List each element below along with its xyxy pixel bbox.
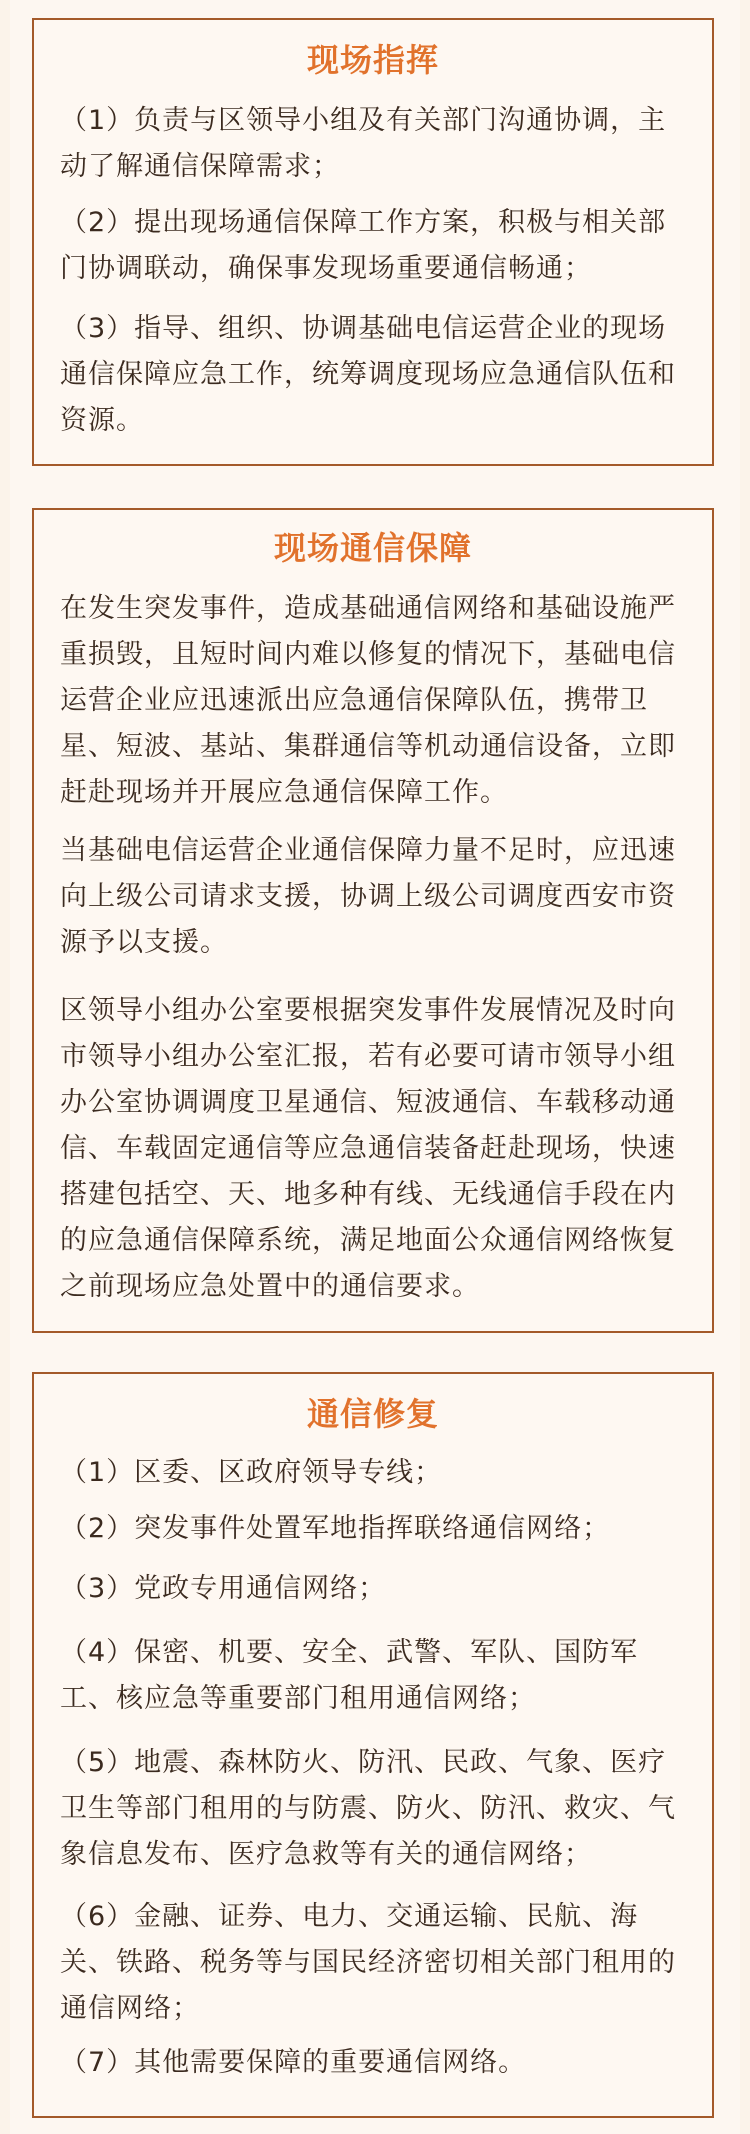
- section-paragraph: （5）地震、森林防火、防汛、民政、气象、医疗卫生等部门租用的与防震、防火、防汛、救灾、气象信息发布、医疗急救等有关的通信网络；: [60, 1747, 676, 1870]
- section-paragraph: （2）提出现场通信保障工作方案，积极与相关部门协调联动，确保事发现场重要通信畅通；: [60, 207, 667, 284]
- section-paragraph: （2）突发事件处置军地指挥联络通信网络；: [60, 1513, 611, 1544]
- section-title: 现场指挥: [306, 41, 439, 79]
- section-on-site-communication-support: [32, 508, 714, 1333]
- section-title: 现场通信保障: [273, 529, 472, 567]
- section-paragraph: （4）保密、机要、安全、武警、军队、国防军工、核应急等重要部门租用通信网络；: [60, 1637, 639, 1714]
- section-paragraph: （1）区委、区政府领导专线；: [60, 1457, 443, 1488]
- section-paragraph: （7）其他需要保障的重要通信网络。: [60, 2047, 527, 2078]
- section-paragraph: （6）金融、证券、电力、交通运输、民航、海关、铁路、税务等与国民经济密切相关部门租用的通信网络；: [60, 1901, 676, 2024]
- section-paragraph: 在发生突发事件，造成基础通信网络和基础设施严重损毁，且短时间内难以修复的情况下，基础电信运营企业应迅速派出应急通信保障队伍，携带卫星、短波、基站、集群通信等机动通信设备，立即赶赴现场并开展应急通信保障工作。: [60, 593, 676, 808]
- section-paragraph: （1）负责与区领导小组及有关部门沟通协调，主动了解通信保障需求；: [60, 105, 667, 182]
- section-paragraph: （3）党政专用通信网络；: [60, 1573, 387, 1604]
- section-communication-repair: [32, 1372, 714, 2118]
- section-paragraph: 当基础电信运营企业通信保障力量不足时，应迅速向上级公司请求支援，协调上级公司调度西安市资源予以支援。: [60, 835, 676, 958]
- section-on-site-command: [32, 18, 714, 466]
- section-paragraph: 区领导小组办公室要根据突发事件发展情况及时向市领导小组办公室汇报，若有必要可请市领导小组办公室协调调度卫星通信、短波通信、车载移动通信、车载固定通信等应急通信装备赶赴现场，快速搭建包括空、天、地多种有线、无线通信手段在内的应急通信保障系统，满足地面公众通信网络恢复之前现场应急处置中的通信要求。: [60, 995, 676, 1302]
- section-title: 通信修复: [306, 1395, 439, 1433]
- section-paragraph: （3）指导、组织、协调基础电信运营企业的现场通信保障应急工作，统筹调度现场应急通信队伍和资源。: [60, 313, 676, 436]
- page-background: [10, 0, 740, 2134]
